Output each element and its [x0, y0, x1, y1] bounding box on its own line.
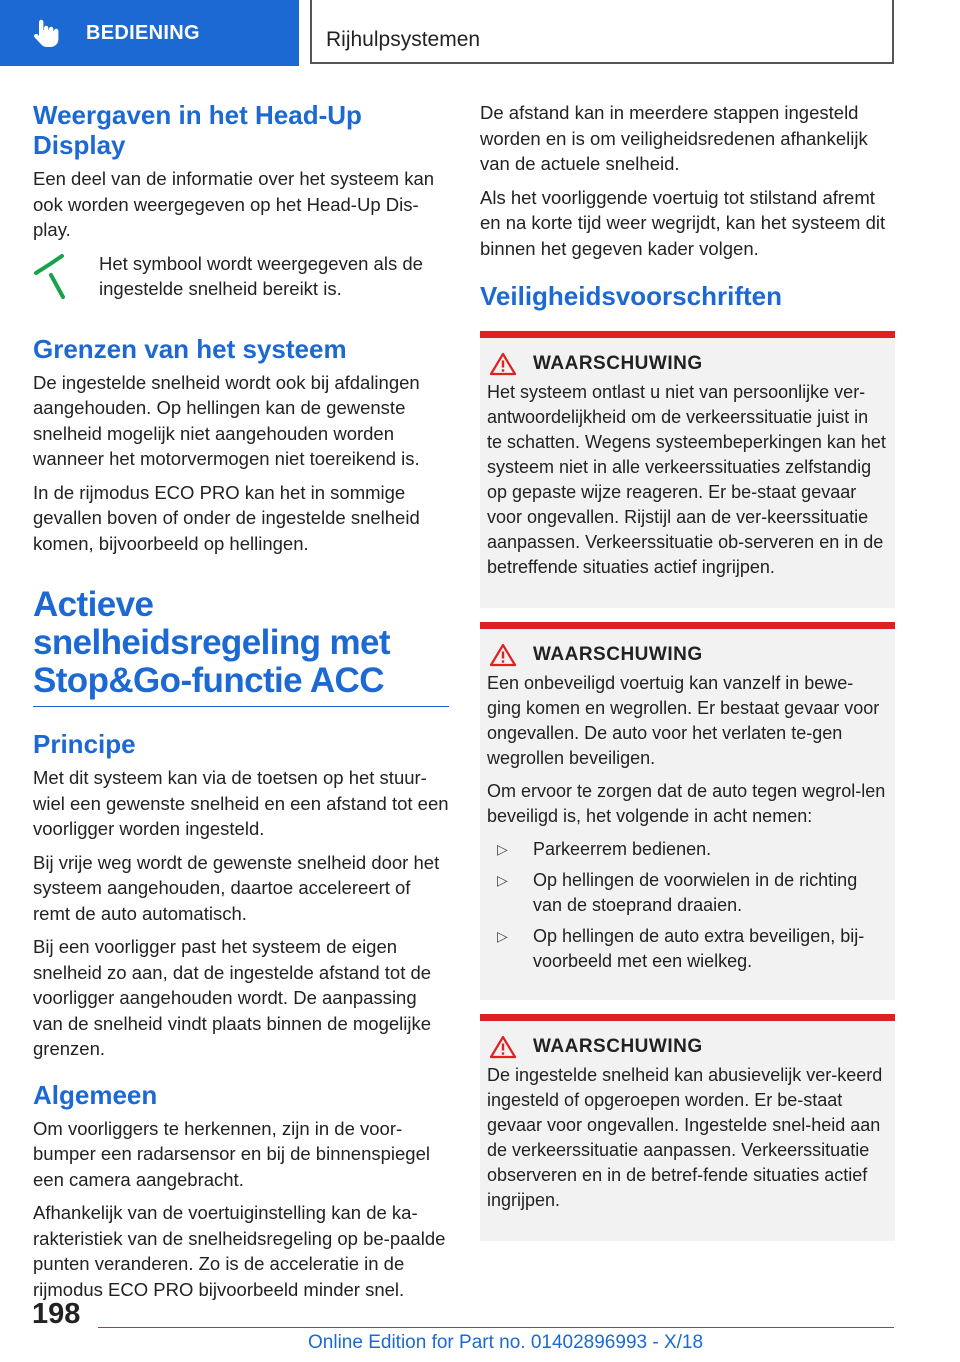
- bullet-text: Op hellingen de auto extra beveiligen, bij-voorbeeld met een wielkeg.: [533, 926, 865, 971]
- topic-header: [310, 0, 894, 64]
- principle-heading: Principe: [33, 729, 136, 759]
- section-label: BEDIENING: [86, 21, 200, 44]
- general-heading: Algemeen: [33, 1079, 158, 1110]
- warning-label: WAARSCHUWING: [533, 1036, 703, 1057]
- right-column: [480, 100, 895, 1255]
- bullet-triangle-icon: ▷: [497, 872, 508, 888]
- hud-text: Een deel van de informatie over het systeem kan ook worden weergegeven op het Head-Up Dis-play.: [33, 168, 435, 240]
- principle-paragraph-1: Met dit systeem kan via de toetsen op het stuur-wiel een gewenste snelheid en een afstand tot een voorligger worden ingesteld.: [33, 767, 449, 839]
- warning-triangle-icon: [489, 352, 517, 376]
- warning-triangle-icon: [489, 1035, 517, 1059]
- footer-divider: [98, 1327, 894, 1328]
- heading-divider: [33, 706, 449, 707]
- hud-heading: Weergaven in het Head-Up Display: [33, 100, 362, 160]
- left-column: [33, 100, 449, 1310]
- topic-label: Rijhulpsystemen: [326, 28, 481, 51]
- distance-paragraph: De afstand kan in meerdere stappen ingesteld worden en is om veiligheidsredenen afhankelijk van de actuele snelheid.: [480, 102, 868, 174]
- warning-3-text: De ingestelde snelheid kan abusievelijk ver-keerd ingesteld of opgeroepen worden. Er be-staat gevaar voor ongevallen. Ingestelde snel-heid aan de verkeerssituatie aanpassen. Verkeerssituatie observeren en in de betref-fende situaties actief ingrijpen.: [487, 1065, 883, 1210]
- list-item: [487, 837, 887, 862]
- bullet-text: Parkeerrem bedienen.: [533, 839, 712, 859]
- hand-icon: [30, 16, 64, 50]
- list-item: [487, 868, 887, 918]
- warning-2-text: Een onbeveiligd voertuig kan vanzelf in bewe-ging komen en wegrollen. Er bestaat gevaar voor ongevallen. De auto voor het verlaten te-gen wegrollen beveiligen.: [487, 673, 880, 768]
- edition-footer: Online Edition for Part no. 01402896993 - X/18: [308, 1332, 704, 1353]
- limits-paragraph-2: In de rijmodus ECO PRO kan het in sommige gevallen boven of onder de ingestelde snelheid komen, bijvoorbeeld op hellingen.: [33, 481, 420, 554]
- warning-box-1: [480, 331, 895, 608]
- warning-triangle-icon: [489, 643, 517, 667]
- page-number: 198: [32, 1298, 81, 1330]
- warning-label: WAARSCHUWING: [533, 353, 703, 374]
- warning-box-2: [480, 622, 895, 1000]
- bullet-triangle-icon: ▷: [497, 841, 508, 857]
- limits-heading: Grenzen van het systeem: [33, 333, 347, 364]
- section-tab: [0, 0, 299, 66]
- warning-label: WAARSCHUWING: [533, 644, 703, 665]
- hud-symbol-row: [33, 251, 449, 304]
- warning-1-text: Het systeem ontlast u niet van persoonlijke ver-antwoordelijkheid om de verkeerssituatie juist in te schatten. Wegens systeembeperkingen kan het systeem niet in alle verkeerssituaties zelfstandig op gepaste wijze reageren. Er be-staat gevaar voor ongevallen. Rijstijl aan de ver-keerssituatie aanpassen. Verkeerssituatie ob-serveren en in de betreffende situaties actief ingrijpen.: [487, 382, 886, 577]
- general-paragraph-1: Om voorliggers te herkennen, zijn in de voor-bumper een radarsensor en bij de binnenspiegel een camera aangebracht.: [33, 1117, 430, 1190]
- safety-heading: Veiligheidsvoorschriften: [480, 281, 782, 311]
- bullet-triangle-icon: ▷: [497, 928, 508, 944]
- stop-go-paragraph: Als het voorliggende voertuig tot stilstand afremt en na korte tijd weer wegrijdt, kan het systeem dit binnen het gegeven kader volgen.: [480, 186, 886, 259]
- hud-symbol-text: Het symbool wordt weergegeven als de ingestelde snelheid bereikt is.: [99, 252, 423, 299]
- principle-paragraph-3: Bij een voorligger past het systeem de eigen snelheid zo aan, dat de ingestelde afstand tot de voorligger aangehouden wordt. De aanpassing van de snelheid vindt plaats binnen de mogelijke grenzen.: [33, 936, 432, 1059]
- general-paragraph-2: Afhankelijk van de voertuiginstelling kan de ka-rakteristiek van de snelheidsregeling op be-paalde punten veranderen. Zo is de acceleratie in de rijmodus ECO PRO bijvoorbeeld minder snel.: [33, 1202, 446, 1300]
- acc-heading: Actieve snelheidsregeling met Stop&Go-functie ACC: [33, 585, 390, 700]
- list-item: [487, 924, 887, 974]
- speed-reached-symbol-icon: [33, 251, 77, 299]
- warning-2-text-2: Om ervoor te zorgen dat de auto tegen wegrol-len beveiligd is, het volgende in acht nemen:: [487, 781, 886, 826]
- warning-box-3: [480, 1014, 895, 1241]
- bullet-text: Op hellingen de voorwielen in de richting van de stoeprand draaien.: [533, 870, 858, 915]
- limits-paragraph-1: De ingestelde snelheid wordt ook bij afdalingen aangehouden. Op hellingen kan de gewenste snelheid mogelijk niet aangehouden worden wanneer het motorvermogen niet toereikend is.: [33, 371, 420, 469]
- principle-paragraph-2: Bij vrije weg wordt de gewenste snelheid door het systeem aangehouden, daartoe accelereert of remt de auto automatisch.: [33, 851, 440, 924]
